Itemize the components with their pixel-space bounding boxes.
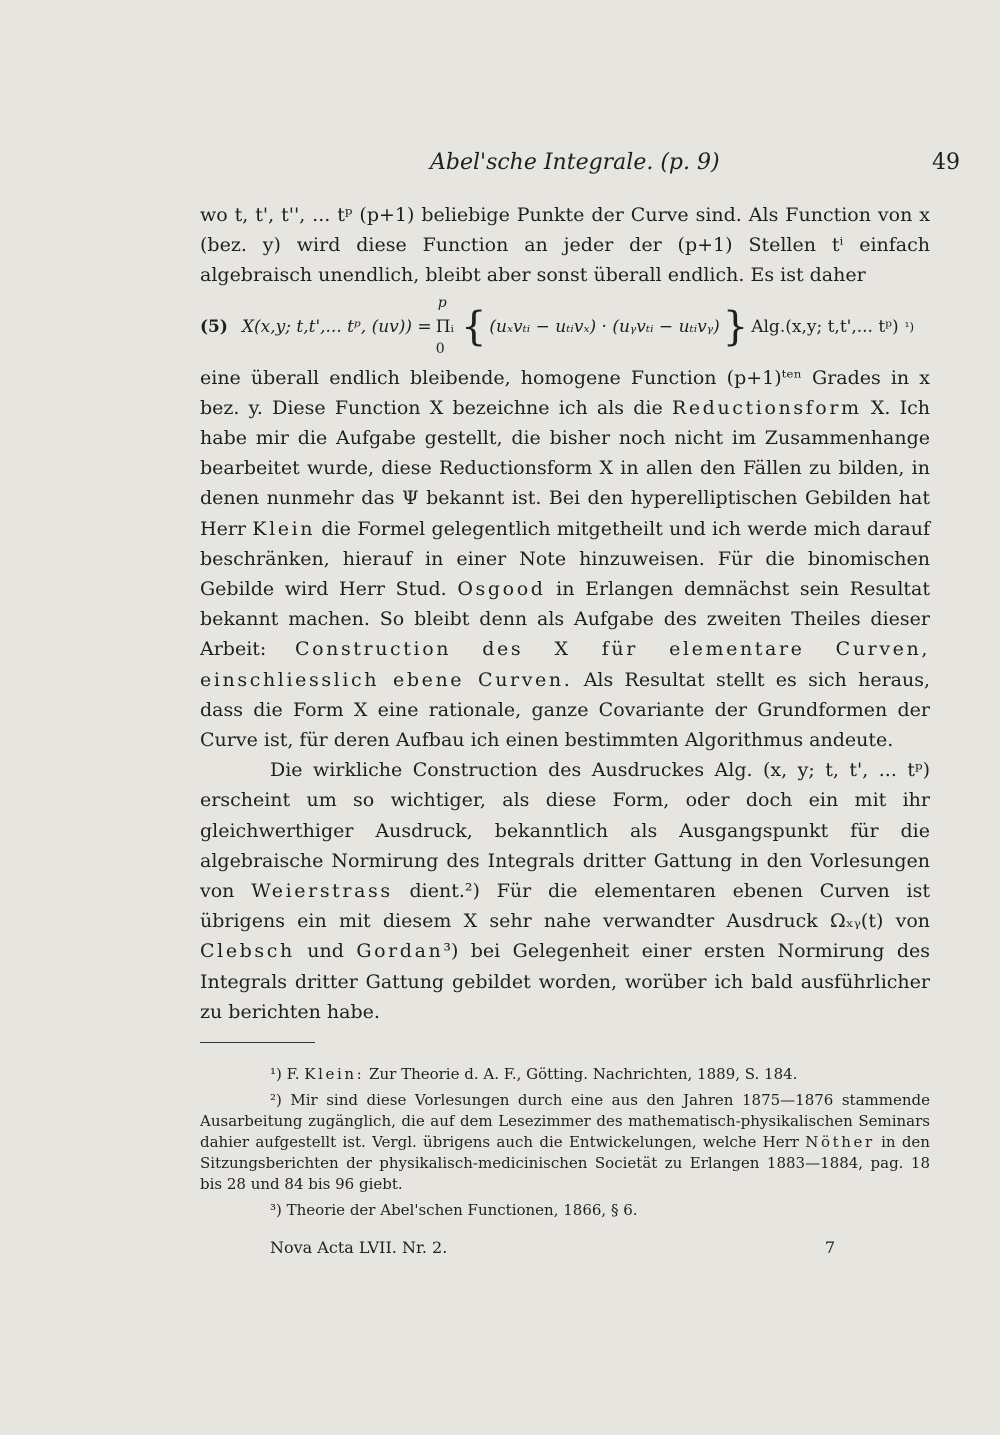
footnotes	[200, 1064, 930, 1226]
author-name: Gordan	[356, 940, 444, 963]
paragraph-3	[200, 755, 930, 1027]
text-run: Zur Theorie d. A. F., Götting. Nachrichten, 1889, S. 184.	[369, 1065, 798, 1083]
product-lower-limit: 0	[435, 340, 445, 357]
text-run: in den Sitzungsberichten der physikalisch-medicinischen Societät zu Erlangen 1883—1884, pag. 18 bis 28 und 84 bis 96 giebt.	[200, 1133, 930, 1193]
product-symbol: Πᵢ	[435, 316, 454, 337]
page-footer	[270, 1238, 835, 1262]
text-run: in Erlangen demnächst sein Resultat bekannt machen. So bleibt denn als Aufgabe des zweiten Theiles dieser Arbeit:	[200, 578, 931, 661]
equation-number: (5)	[200, 316, 228, 337]
author-name: Clebsch	[200, 940, 295, 963]
left-brace-icon: {	[460, 303, 487, 350]
main-text	[200, 200, 930, 1027]
equation-5	[200, 291, 930, 363]
equation-footnote-mark: ¹)	[904, 319, 915, 334]
text-run: Die wirkliche Construction des Ausdruckes Alg. (x, y; t, t', ... tᵖ) erscheint um so wichtiger, als diese Form, oder doch ein mit ihr gleichwerthiger Ausdruck, bekanntlich als Ausgangspunkt für die algebraische Normirung des Integrals dritter Gattung in den Vorlesungen von	[200, 759, 930, 903]
author-name: Klein	[252, 517, 316, 540]
equation-rhs: Alg.(x,y; t,t',... tᵖ)	[751, 316, 899, 337]
equation-lhs: X(x,y; t,t',... tᵖ, (uv)) =	[241, 316, 432, 337]
spaced-term: Construction des X für elementare Curven, einschliesslich ebene Curven.	[200, 638, 930, 691]
right-brace-icon: }	[722, 303, 749, 350]
author-name: Nöther	[805, 1133, 875, 1151]
signature-mark: Nova Acta LVII. Nr. 2.	[270, 1238, 448, 1257]
author-name: Klein:	[304, 1065, 365, 1083]
author-name: Osgood	[457, 578, 546, 601]
equation-factor: (uₓvₜᵢ − uₜᵢvₓ) · (uᵧvₜᵢ − uₜᵢvᵧ)	[489, 316, 720, 337]
paragraph-1: wo t, t', t'', ... tᵖ (p+1) beliebige Punkte der Curve sind. Als Function von x (bez. y) wird diese Function an jeder der (p+1) Stellen tⁱ einfach algebraisch unendlich, bleibt aber sonst überall endlich. Es ist daher	[200, 204, 930, 287]
footnote-divider	[200, 1042, 315, 1043]
text-run: die Formel gelegentlich mitgetheilt und ich werde mich darauf beschränken, hierauf in einer Note hinzuweisen. Für die binomischen Gebilde wird Herr Stud.	[200, 517, 931, 601]
text-run: ³) bei Gelegenheit einer ersten Normirung des Integrals dritter Gattung gebildet worden, worüber ich bald ausführlicher zu berichten habe.	[200, 940, 930, 1023]
footnote-2	[200, 1090, 930, 1195]
running-header	[430, 150, 960, 182]
spaced-term: Reductionsform	[671, 396, 862, 419]
sheet-number: 7	[824, 1238, 835, 1257]
text-run: dient.²) Für die elementaren ebenen Curven ist übrigens ein mit diesem X sehr nahe verwandter Ausdruck Ωₓᵧ(t) von	[200, 880, 931, 933]
text-run: und	[307, 940, 344, 963]
author-name: Weierstrass	[251, 880, 393, 903]
text-run: Als Resultat stellt es sich heraus, dass die Form X eine rationale, ganze Covariante der Grundformen der Curve ist, für deren Aufbau ich einen bestimmten Algorithmus andeute.	[200, 668, 930, 752]
text-run: ¹) F.	[270, 1065, 300, 1083]
running-title: Abel'sche Integrale. (p. 9)	[430, 150, 720, 175]
text-run: ²) Mir sind diese Vorlesungen durch eine aus den Jahren 1875—1876 stammende Ausarbeitung zugänglich, die auf dem Lesezimmer des mathematisch-physikalischen Seminars dahier aufgestellt ist. Vergl. übrigens auch die Entwickelungen, welche Herr	[200, 1091, 930, 1151]
product-operator	[435, 294, 454, 357]
product-upper-limit: p	[437, 294, 447, 311]
page-number: 49	[932, 150, 960, 175]
text-run: X. Ich habe mir die Aufgabe gestellt, die bisher noch nicht im Zusammenhange bearbeitet wurde, diese Reductionsform X in allen den Fällen zu bilden, in denen nunmehr das Ψ bekannt ist. Bei den hyperelliptischen Gebilden hat Herr	[200, 396, 930, 540]
footnote-1	[200, 1064, 930, 1085]
text-run: eine überall endlich bleibende, homogene Function (p+1)ᵗᵉⁿ Grades in x bez. y. Diese Function X bezeichne ich als die	[200, 366, 930, 419]
paragraph-2	[200, 363, 930, 756]
footnote-3: ³) Theorie der Abel'schen Functionen, 1866, § 6.	[270, 1201, 638, 1219]
